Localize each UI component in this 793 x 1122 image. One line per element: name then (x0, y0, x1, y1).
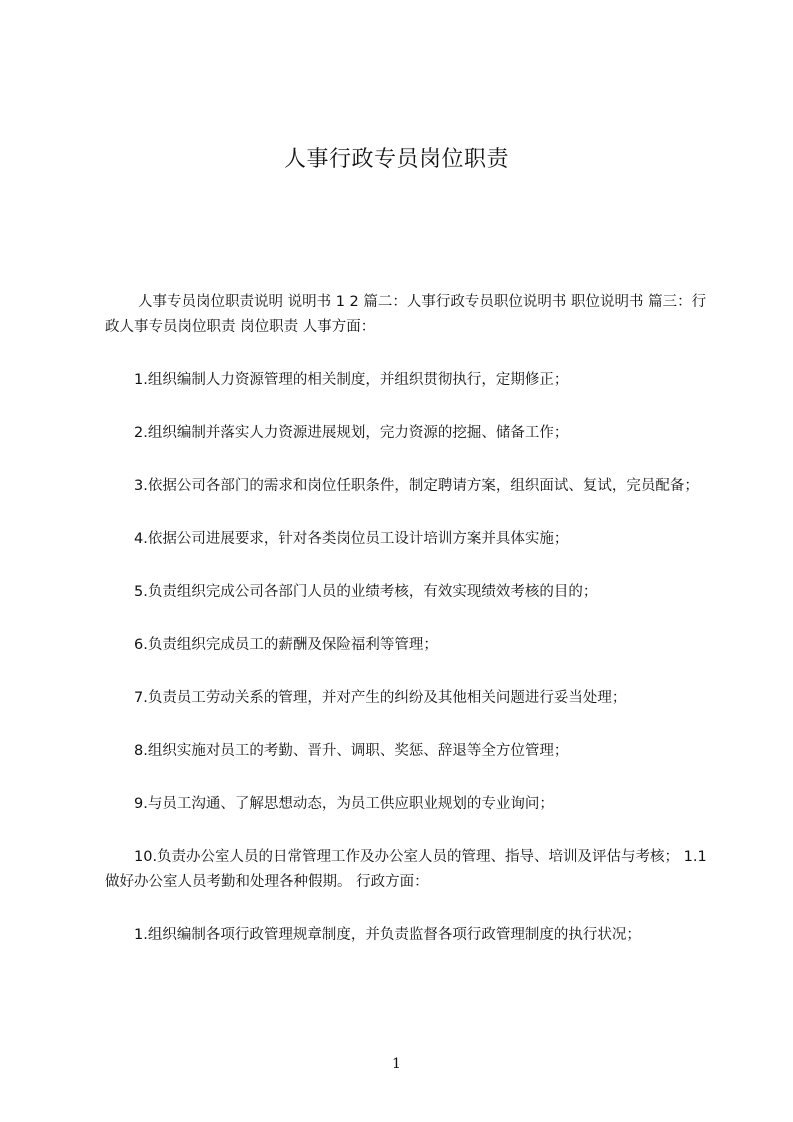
duty-item-4: 4.依据公司进展要求，针对各类岗位员工设计培训方案并具体实施； (134, 531, 569, 547)
duty-item-5: 5.负责组织完成公司各部门人员的业绩考核，有效实现绩效考核的目的； (134, 584, 598, 600)
page-number: 1 (392, 1056, 401, 1072)
duty-item-9: 9.与员工沟通、了解思想动态，为员工供应职业规划的专业询问； (134, 796, 554, 812)
duty-item-3: 3.依据公司各部门的需求和岗位任职条件，制定聘请方案，组织面试、复试，完员配备； (134, 478, 699, 494)
duty-item-7: 7.负责员工劳动关系的管理，并对产生的纠纷及其他相关问题进行妥当处理； (134, 690, 627, 706)
duty-item-10: 10.负责办公室人员的日常管理工作及办公室人员的管理、指导、培训及评估与考核； 1.1 做好办公室人员考勤和处理各种假期。 行政方面： (105, 849, 707, 890)
duty-item-2: 2.组织编制并落实人力资源进展规划，完力资源的挖掘、储备工作； (134, 425, 569, 441)
intro-paragraph: 人事专员岗位职责说明 说明书 1 2 篇二：人事行政专员职位说明书 职位说明书 篇三：行政人事专员岗位职责 岗位职责 人事方面： (105, 294, 707, 335)
duty-item-6: 6.负责组织完成员工的薪酬及保险福利等管理； (134, 637, 438, 653)
admin-item-1: 1.组织编制各项行政管理规章制度，并负责监督各项行政管理制度的执行状况； (134, 927, 641, 943)
document-title: 人事行政专员岗位职责 (283, 147, 509, 172)
duty-item-8: 8.组织实施对员工的考勤、晋升、调职、奖惩、辞退等全方位管理； (134, 743, 569, 759)
document-body (105, 290, 709, 948)
duty-item-1: 1.组织编制人力资源管理的相关制度，并组织贯彻执行，定期修正； (134, 372, 569, 388)
